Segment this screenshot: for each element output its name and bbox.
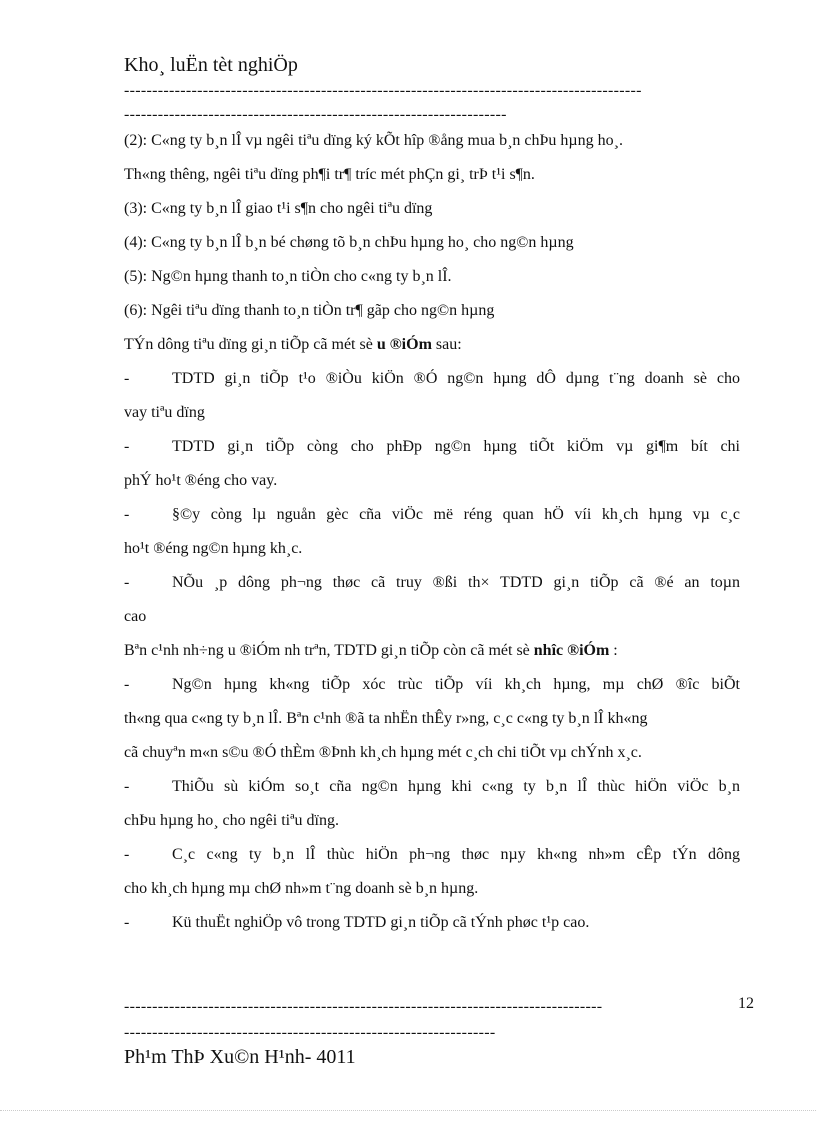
footer-rule-top: ------------------------------------------------------------------------------------- xyxy=(124,998,603,1015)
bullet-text: ThiÕu sù kiÓm so¸t cña ng©n hµng khi c«ng ty b¸n lÎ thùc hiÖn viÖc b¸n xyxy=(172,778,740,795)
bullet-advantage-4 xyxy=(124,570,740,604)
paragraph-step-2: (2): C«ng ty b¸n lÎ vµ ngêi tiªu dïng ký kÕt hîp ®ång mua b¸n chÞu hµng ho¸. xyxy=(124,132,623,149)
advantages-intro-bold: u ®iÓm xyxy=(376,336,432,353)
bullet-advantage-3 xyxy=(124,502,740,536)
document-header-title: Kho¸ luËn tèt nghiÖp xyxy=(124,54,298,76)
bullet-mark: - xyxy=(124,914,130,931)
paragraph-step-3: (3): C«ng ty b¸n lÎ giao t¹i s¶n cho ngêi tiªu dïng xyxy=(124,200,433,217)
disadvantages-intro xyxy=(124,638,740,672)
bullet-disadvantage-1-cont2: cã chuyªn m«n s©u ®Ó thÈm ®Þnh kh¸ch hµng mét c¸ch chi tiÕt vµ chÝnh x¸c. xyxy=(124,744,642,761)
paragraph-step-4: (4): C«ng ty b¸n lÎ b¸n bé chøng tõ b¸n chÞu hµng ho¸ cho ng©n hµng xyxy=(124,234,574,251)
header-rule-top: -------------------------------------------------------------------------------------------- xyxy=(124,82,642,99)
bullet-text: TDTD gi¸n tiÕp t¹o ®iÒu kiÖn ®Ó ng©n hµng dÔ dµng t¨ng doanh sè cho xyxy=(172,370,740,387)
bullet-disadvantage-1 xyxy=(124,672,740,706)
bullet-advantage-2 xyxy=(124,434,740,468)
bullet-advantage-1 xyxy=(124,366,740,400)
bullet-text: Ng©n hµng kh«ng tiÕp xóc trùc tiÕp víi kh¸ch hµng, mµ chØ ®îc biÕt xyxy=(172,676,740,693)
footer-rule-bottom: ------------------------------------------------------------------ xyxy=(124,1024,496,1041)
bullet-text: Kü thuËt nghiÖp vô trong TDTD gi¸n tiÕp cã tÝnh phøc t¹p cao. xyxy=(172,914,590,931)
bullet-disadvantage-3 xyxy=(124,842,740,876)
paragraph-step-2-cont: Th«ng thêng, ngêi tiªu dïng ph¶i tr¶ tríc mét phÇn gi¸ trÞ t¹i s¶n. xyxy=(124,166,535,183)
disadvantages-intro-suffix: : xyxy=(609,642,618,659)
bullet-disadvantage-2 xyxy=(124,774,740,808)
disadvantages-intro-prefix: Bªn c¹nh nh÷ng u ®iÓm nh trªn, TDTD gi¸n tiÕp còn cã mét sè xyxy=(124,642,534,659)
bullet-text: C¸c c«ng ty b¸n lÎ thùc hiÖn ph¬ng thøc nµy kh«ng nh»m cÊp tÝn dông xyxy=(172,846,740,863)
bullet-advantage-4-cont: cao xyxy=(124,608,147,625)
bullet-mark: - xyxy=(124,438,130,455)
document-body xyxy=(124,128,740,944)
paragraph-step-6: (6): Ngêi tiªu dïng thanh to¸n tiÒn tr¶ gãp cho ng©n hµng xyxy=(124,302,495,319)
bullet-mark: - xyxy=(124,370,130,387)
bullet-advantage-1-cont: vay tiªu dïng xyxy=(124,404,205,421)
advantages-intro-prefix: TÝn dông tiªu dïng gi¸n tiÕp cã mét sè xyxy=(124,336,377,353)
paragraph-step-5: (5): Ng©n hµng thanh to¸n tiÒn cho c«ng ty b¸n lÎ. xyxy=(124,268,452,285)
disadvantages-intro-bold: nhîc ®iÓm xyxy=(533,642,610,659)
page-number: 12 xyxy=(738,995,754,1012)
bullet-mark: - xyxy=(124,506,130,523)
bullet-advantage-2-cont: phÝ ho¹t ®éng cho vay. xyxy=(124,472,278,489)
bullet-disadvantage-3-cont: cho kh¸ch hµng mµ chØ nh»m t¨ng doanh sè b¸n hµng. xyxy=(124,880,479,897)
bullet-mark: - xyxy=(124,846,130,863)
bullet-advantage-3-cont: ho¹t ®éng ng©n hµng kh¸c. xyxy=(124,540,303,557)
bullet-text: NÕu ¸p dông ph¬ng thøc cã truy ®ßi th× TDTD gi¸n tiÕp cã ®é an toµn xyxy=(172,574,740,591)
bullet-disadvantage-4 xyxy=(124,910,740,944)
advantages-intro-suffix: sau: xyxy=(431,336,462,353)
header-rule-bottom: -------------------------------------------------------------------- xyxy=(124,106,507,123)
bullet-mark: - xyxy=(124,778,130,795)
bullet-disadvantage-1-cont: th«ng qua c«ng ty b¸n lÎ. Bªn c¹nh ®ã ta nhËn thÊy r»ng, c¸c c«ng ty b¸n lÎ kh«ng xyxy=(124,710,648,727)
footer-author: Ph¹m ThÞ Xu©n H¹nh- 4011 xyxy=(124,1046,356,1068)
bullet-disadvantage-2-cont: chÞu hµng ho¸ cho ngêi tiªu dïng. xyxy=(124,812,339,829)
page-bottom-edge xyxy=(0,1110,816,1111)
bullet-text: TDTD gi¸n tiÕp còng cho phÐp ng©n hµng tiÕt kiÖm vµ gi¶m bít chi xyxy=(172,438,740,455)
bullet-mark: - xyxy=(124,574,130,591)
advantages-intro xyxy=(124,332,740,366)
bullet-text: §©y còng lµ nguån gèc cña viÖc më réng quan hÖ víi kh¸ch hµng vµ c¸c xyxy=(172,506,740,523)
bullet-mark: - xyxy=(124,676,130,693)
